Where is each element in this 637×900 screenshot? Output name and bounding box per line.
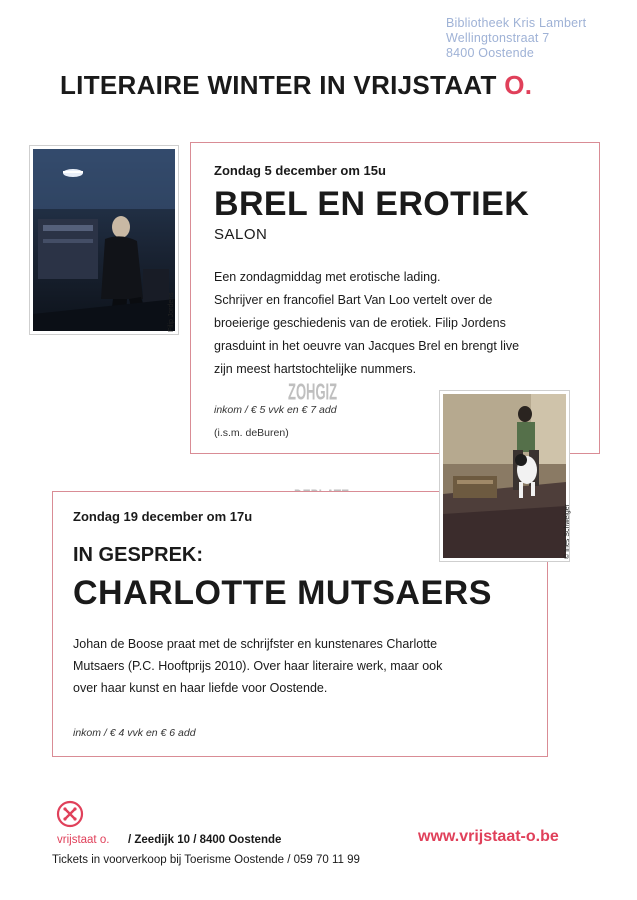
page-title-accent: O. bbox=[504, 70, 533, 100]
event-1-photo bbox=[29, 145, 179, 335]
event-1-price: inkom / € 5 vvk en € 7 add bbox=[214, 404, 337, 416]
event-1-description bbox=[214, 266, 519, 381]
overlay-word-1: ZOHGIZ bbox=[288, 378, 338, 405]
event-1-description-line: Een zondagmiddag met erotische lading. bbox=[214, 270, 441, 284]
event-1-description-line: grasduint in het oeuvre van Jacques Brel en brengt live bbox=[214, 339, 520, 353]
event-1-description-line: Schrijver en francofiel Bart Van Loo vertelt over de bbox=[214, 293, 493, 307]
event-1-description-line: broeierige geschiedenis van de erotiek. Filip Jordens bbox=[214, 316, 506, 330]
dog-photo-icon bbox=[443, 394, 566, 558]
event-1-photo-image bbox=[33, 149, 175, 331]
event-1-date: Zondag 5 december om 15u bbox=[214, 163, 386, 178]
library-stamp bbox=[446, 16, 586, 61]
event-1-organizer: (i.s.m. deBuren) bbox=[214, 427, 289, 439]
event-2-description bbox=[73, 633, 442, 699]
footer-website-link[interactable]: www.vrijstaat-o.be bbox=[418, 828, 559, 845]
event-1-description-line: zijn meest hartstochtelijke nummers. bbox=[214, 362, 417, 376]
vrijstaat-logo-icon bbox=[56, 800, 84, 828]
event-1-title: BREL EN EROTIEK bbox=[214, 185, 530, 223]
event-2-description-line: Mutsaers (P.C. Hooftprijs 2010). Over haar literaire werk, maar ook bbox=[73, 659, 443, 673]
stamp-line-2: Wellingtonstraat 7 bbox=[446, 31, 550, 45]
event-2-price: inkom / € 4 vvk en € 6 add bbox=[73, 727, 196, 739]
event-2-photo-credit: © Ines Schweiger bbox=[564, 504, 571, 559]
event-2-date: Zondag 19 december om 17u bbox=[73, 509, 253, 524]
footer-brand: vrijstaat o. bbox=[57, 834, 110, 846]
event-2-description-line: Johan de Boose praat met de schrijfster en kunstenares Charlotte bbox=[73, 637, 438, 651]
event-1-subtitle: SALON bbox=[214, 226, 268, 243]
page-title-text: LITERAIRE WINTER IN VRIJSTAAT bbox=[60, 70, 497, 100]
page-title bbox=[60, 70, 532, 101]
event-2-description-line: over haar kunst en haar liefde voor Oostende. bbox=[73, 681, 328, 695]
event-1-photo-credit: Filip Jordens bbox=[168, 292, 175, 332]
performer-photo-icon bbox=[33, 149, 175, 331]
event-2-label: IN GESPREK: bbox=[73, 544, 204, 566]
event-2-title: CHARLOTTE MUTSAERS bbox=[73, 574, 492, 612]
stamp-line-1: Bibliotheek Kris Lambert bbox=[446, 16, 587, 30]
footer-address: / Zeedijk 10 / 8400 Oostende bbox=[128, 834, 282, 846]
event-2-photo-image bbox=[443, 394, 566, 558]
stamp-line-3: 8400 Oostende bbox=[446, 46, 535, 60]
event-2-photo bbox=[439, 390, 570, 562]
footer-tickets-info: Tickets in voorverkoop bij Toerisme Oostende / 059 70 11 99 bbox=[52, 854, 360, 866]
